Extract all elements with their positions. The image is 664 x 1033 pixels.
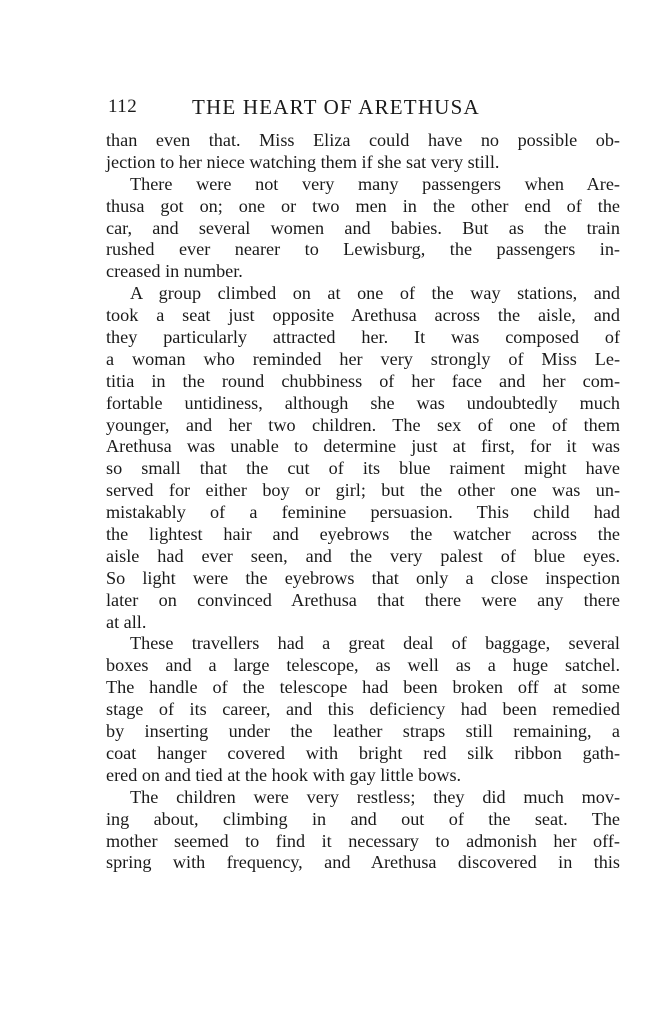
running-title: THE HEART OF ARETHUSA xyxy=(192,95,480,119)
text-line: jection to her niece watching them if she sat very still. xyxy=(106,151,500,172)
text-line: fortable untidiness, although she was undoubtedly much xyxy=(106,392,620,413)
text-line: ing about, climbing in and out of the seat. The xyxy=(106,808,620,829)
text-line: The handle of the telescope had been broken off at some xyxy=(106,677,620,698)
text-line: car, and several women and babies. But as the train xyxy=(106,217,620,238)
text-line: There were not very many passengers when Are- xyxy=(130,173,620,194)
text-line: so small that the cut of its blue raiment might have xyxy=(106,458,620,479)
text-line: mother seemed to find it necessary to admonish her off- xyxy=(106,830,620,851)
text-line: served for either boy or girl; but the other one was un- xyxy=(106,480,620,501)
text-line: Arethusa was unable to determine just at first, for it was xyxy=(106,436,620,457)
body-text xyxy=(106,130,620,874)
text-line: than even that. Miss Eliza could have no possible ob- xyxy=(106,130,620,150)
text-line: they particularly attracted her. It was composed of xyxy=(106,327,620,348)
text-line: spring with frequency, and Arethusa discovered in this xyxy=(106,852,620,873)
text-line: the lightest hair and eyebrows the watcher across the xyxy=(106,524,620,545)
text-line: The children were very restless; they did much mov- xyxy=(130,786,620,807)
text-line: A group climbed on at one of the way stations, and xyxy=(130,283,620,304)
text-line: coat hanger covered with bright red silk ribbon gath- xyxy=(106,742,620,763)
text-line: These travellers had a great deal of baggage, several xyxy=(130,633,620,654)
page-number: 112 xyxy=(108,96,138,117)
text-line: at all. xyxy=(106,611,147,632)
text-line: thusa got on; one or two men in the other end of the xyxy=(106,195,620,216)
text-line: titia in the round chubbiness of her face and her com- xyxy=(106,370,620,391)
text-line: ered on and tied at the hook with gay little bows. xyxy=(106,764,462,785)
running-head xyxy=(106,92,620,122)
text-line: So light were the eyebrows that only a close inspection xyxy=(106,567,620,588)
text-line: rushed ever nearer to Lewisburg, the passengers in- xyxy=(106,239,620,260)
text-line: a woman who reminded her very strongly of Miss Le- xyxy=(106,348,620,369)
text-line: took a seat just opposite Arethusa across the aisle, and xyxy=(106,305,620,326)
text-line: boxes and a large telescope, as well as a huge satchel. xyxy=(106,655,620,676)
text-line: mistakably of a feminine persuasion. This child had xyxy=(106,502,620,523)
text-line: by inserting under the leather straps still remaining, a xyxy=(106,721,620,742)
text-line: aisle had ever seen, and the very palest of blue eyes. xyxy=(106,545,620,566)
text-line: younger, and her two children. The sex of one of them xyxy=(106,414,620,435)
text-line: later on convinced Arethusa that there were any there xyxy=(106,589,620,610)
book-page xyxy=(106,92,620,874)
text-line: creased in number. xyxy=(106,261,243,282)
text-line: stage of its career, and this deficiency had been remedied xyxy=(106,699,620,720)
